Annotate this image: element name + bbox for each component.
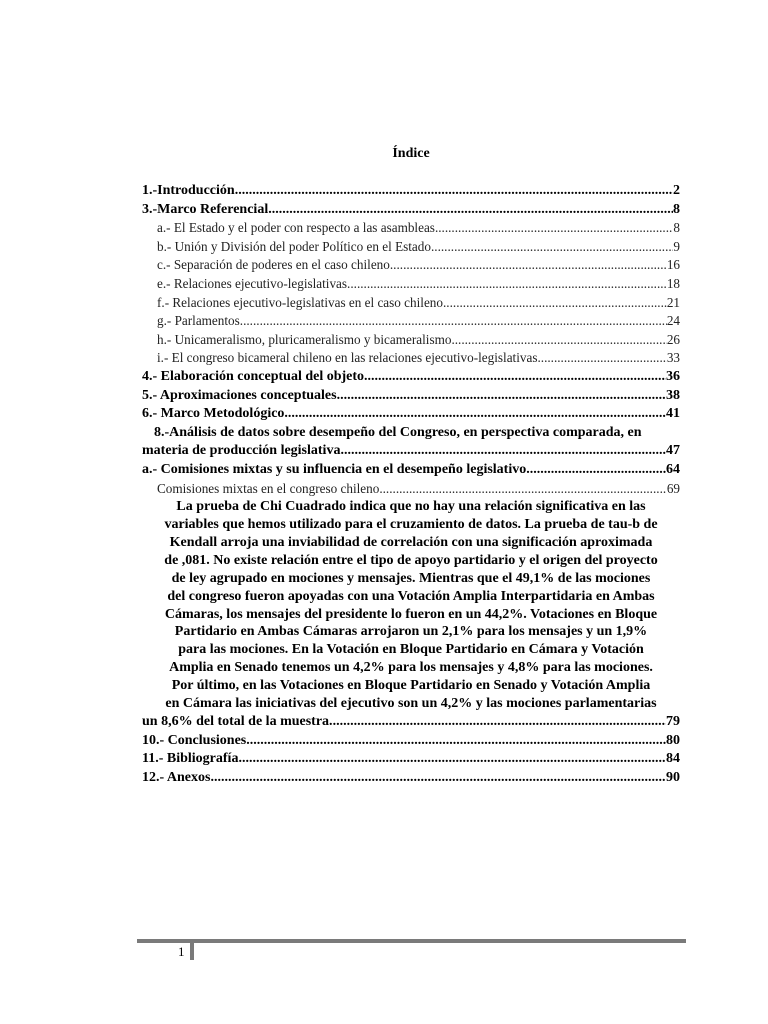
paragraph-line: variables que hemos utilizado para el cruzamiento de datos. La prueba de tau-b de: [164, 517, 658, 532]
toc-subentry[interactable]: [142, 256, 680, 275]
toc-entry[interactable]: [142, 201, 680, 220]
toc-entry[interactable]: [142, 424, 680, 461]
toc-entry-label: un 8,6% del total de la muestra.: [142, 713, 333, 729]
toc-entry-page: 79: [666, 713, 680, 729]
dot-leader: [235, 182, 673, 201]
toc-entry-page: 90: [666, 769, 680, 785]
toc-entry-label: 3.-Marco Referencial: [142, 201, 269, 217]
toc-entry-label-line: [142, 424, 680, 443]
dot-leader: [340, 442, 666, 461]
dot-leader: [337, 387, 666, 406]
dot-leader: [443, 294, 667, 313]
footer-divider: [190, 941, 194, 960]
toc-entry[interactable]: [142, 732, 680, 751]
dot-leader: [347, 275, 667, 294]
toc-entry[interactable]: [142, 769, 680, 788]
page-title: Índice: [392, 146, 430, 161]
toc-entry-label: 5.- Aproximaciones conceptuales: [142, 387, 337, 403]
toc-entry[interactable]: [142, 461, 680, 480]
toc-entry[interactable]: [142, 368, 680, 387]
dot-leader: [246, 732, 666, 751]
paragraph-line: Partidario en Ambas Cámaras arrojaron un 2,1% para los mensajes y un 1,9%: [174, 624, 648, 640]
paragraph-line: para las mociones. En la Votación en Bloque Partidario en Cámara y Votación: [178, 642, 644, 658]
dot-leader: [435, 219, 673, 238]
toc-entry-label: Comisiones mixtas en el congreso chileno: [157, 480, 380, 496]
paragraph-line: de ,081. No existe relación entre el tipo de apoyo partidario y el origen del proyecto: [164, 552, 658, 568]
dot-leader: [238, 750, 666, 769]
toc-entry-page: 84: [666, 751, 680, 767]
toc-entry-label: a.- El Estado y el poder con respecto a las asambleas: [157, 220, 435, 236]
toc-paragraph-entry[interactable]: [142, 498, 680, 731]
toc-entry-label: f.- Relaciones ejecutivo-legislativas en el caso chileno: [157, 294, 443, 310]
toc-subentry[interactable]: [142, 312, 680, 331]
toc-entry-page: 9: [673, 238, 680, 254]
dot-leader: [268, 201, 673, 220]
toc-entry-label: h.- Unicameralismo, pluricameralismo y bicameralismo: [157, 331, 452, 347]
toc-entry-page: 2: [673, 183, 680, 198]
paragraph-last-line: [142, 713, 680, 732]
toc-entry-label-line: [142, 442, 680, 461]
dot-leader: [451, 331, 666, 350]
dot-leader: [526, 461, 666, 480]
toc-entry-label: 12.- Anexos: [142, 769, 211, 785]
toc-entry-page: 36: [666, 368, 680, 384]
toc-entry-page: 16: [666, 257, 680, 273]
toc-entry[interactable]: [142, 750, 680, 769]
toc-entry-label: e.- Relaciones ejecutivo-legislativas: [157, 275, 348, 291]
toc-entry[interactable]: [142, 387, 680, 406]
toc-entry-label: b.- Unión y División del poder Político en el Estado: [157, 238, 431, 254]
paragraph-line: La prueba de Chi Cuadrado indica que no hay una relación significativa en las: [176, 499, 646, 515]
toc-entry[interactable]: [142, 405, 680, 424]
footer-rule: [137, 939, 686, 943]
toc-subentry[interactable]: [142, 294, 680, 313]
toc-entry-page: 80: [666, 732, 680, 748]
toc-entry-label: a.- Comisiones mixtas y su influencia en el desempeño legislativo: [142, 461, 527, 477]
toc-entry-page: 26: [666, 331, 680, 347]
toc-entry-page: 8: [673, 201, 680, 217]
dot-leader: [240, 312, 667, 331]
toc-entry-page: 47: [666, 443, 680, 459]
toc-subentry[interactable]: [142, 275, 680, 294]
toc-entry-page: 38: [666, 387, 680, 403]
toc-entry-label: 4.- Elaboración conceptual del objeto: [142, 368, 365, 384]
toc-subentry[interactable]: [142, 331, 680, 350]
toc-entry-label: 8.-Análisis de datos sobre desempeño del Congreso, en perspectiva comparada, en: [154, 424, 642, 440]
toc-entry-page: 41: [666, 406, 680, 422]
toc-entry-label: 1.-Introducción: [142, 183, 235, 198]
dot-leader: [431, 238, 673, 257]
dot-leader: [210, 769, 666, 788]
paragraph-line: del congreso fueron apoyadas con una Votación Amplia Interpartidaria en Ambas: [167, 588, 655, 604]
toc-entry-label: i.- El congreso bicameral chileno en las relaciones ejecutivo-legislativas: [157, 350, 538, 366]
toc-entry-label: 10.- Conclusiones: [142, 732, 247, 748]
toc-entry-page: 8: [673, 220, 680, 236]
toc-subentry[interactable]: [142, 219, 680, 238]
toc-entry-page: 64: [666, 461, 680, 477]
dot-leader: [537, 349, 666, 368]
paragraph-line: en Cámara las iniciativas del ejecutivo son un 4,2% y las mociones parlamentarias: [165, 696, 657, 712]
toc-entry-page: 69: [666, 480, 680, 496]
toc-entry-label: materia de producción legislativa: [142, 443, 341, 459]
dot-leader: [364, 368, 666, 387]
dot-leader: [284, 405, 666, 424]
toc-entry-label: c.- Separación de poderes en el caso chileno: [157, 257, 390, 273]
paragraph-line: de ley agrupado en mociones y mensajes. Mientras que el 49,1% de las mociones: [171, 570, 651, 586]
toc-subentry[interactable]: [142, 480, 680, 499]
toc-entry-page: 18: [666, 275, 680, 291]
paragraph-line: Kendall arroja una inviabilidad de correlación con una significación aproximada: [169, 534, 653, 550]
footer-page-number: 1: [178, 944, 185, 959]
toc-entry-label: g.- Parlamentos: [157, 313, 240, 329]
paragraph-line: Amplia en Senado tenemos un 4,2% para los mensajes y 4,8% para las mociones.: [169, 660, 653, 676]
toc-entry-label: 6.- Marco Metodológico: [142, 406, 285, 422]
toc-subentry[interactable]: [142, 238, 680, 257]
dot-leader: [379, 480, 666, 499]
toc-subentry[interactable]: [142, 349, 680, 368]
toc-entry-page: 33: [666, 350, 680, 366]
table-of-contents: [142, 182, 680, 787]
dot-leader: [333, 713, 666, 732]
toc-entry-page: 21: [666, 294, 680, 310]
dot-leader: [390, 256, 667, 275]
paragraph-line: Por último, en las Votaciones en Bloque Partidario en Senado y Votación Amplia: [171, 678, 651, 694]
toc-entry-page: 24: [666, 313, 680, 329]
toc-entry-label: 11.- Bibliografía: [142, 751, 239, 767]
paragraph-line: Cámaras, los mensajes del presidente lo fueron en un 44,2%. Votaciones en Bloque: [164, 606, 658, 622]
toc-entry[interactable]: [142, 182, 680, 201]
